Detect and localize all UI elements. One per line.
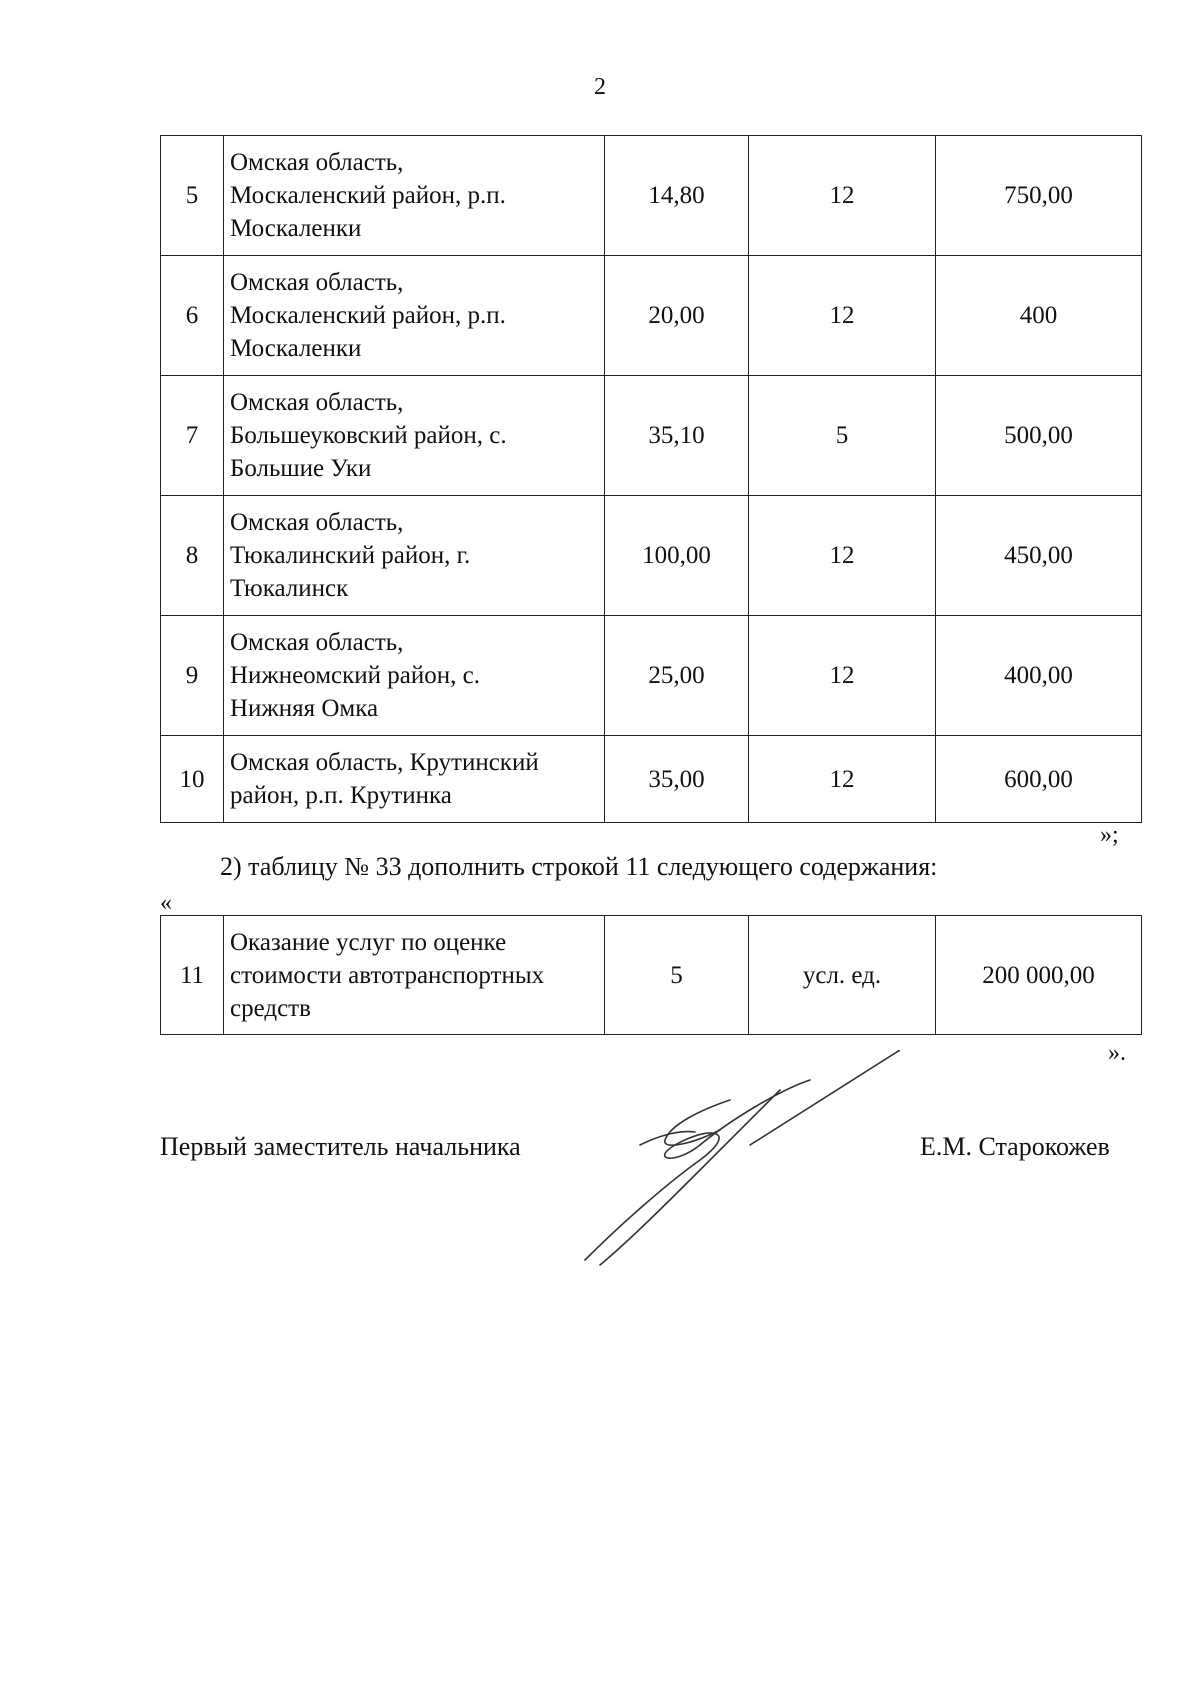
signatory-name: Е.М. Старокожев — [920, 1132, 1110, 1161]
row-value-3: 200 000,00 — [936, 916, 1142, 1035]
main-table — [160, 135, 1142, 823]
address-line: Омская область, — [230, 269, 404, 296]
row-value-3: 400,00 — [936, 616, 1142, 736]
addition-table — [160, 915, 1142, 1035]
row-address — [224, 736, 605, 823]
row-value-2: 12 — [749, 256, 936, 376]
row-value-1: 5 — [605, 916, 749, 1035]
row-number: 11 — [161, 916, 224, 1035]
row-number: 10 — [161, 736, 224, 823]
address-line: Большеуковский район, с. — [230, 422, 507, 449]
row-value-1: 35,10 — [605, 376, 749, 496]
description-line: средств — [230, 994, 311, 1022]
page-number: 2 — [594, 74, 606, 100]
table-row — [161, 616, 1142, 736]
row-address — [224, 616, 605, 736]
address-line: Нижняя Омка — [230, 695, 379, 722]
address-line: Омская область, — [230, 509, 404, 536]
table-row — [161, 916, 1142, 1035]
description-line: Оказание услуг по оценке — [230, 928, 507, 956]
row-value-1: 20,00 — [605, 256, 749, 376]
row-value-2: 12 — [749, 616, 936, 736]
instruction-text: 2) таблицу № 33 дополнить строкой 11 следующего содержания: — [220, 852, 938, 881]
row-value-1: 25,00 — [605, 616, 749, 736]
row-value-1: 35,00 — [605, 736, 749, 823]
address-line: Москаленки — [230, 335, 362, 362]
closing-quote: ». — [1108, 1040, 1126, 1066]
address-line: Омская область, Крутинский — [230, 749, 539, 776]
address-line: Нижнеомский район, с. — [230, 662, 480, 689]
row-value-1: 100,00 — [605, 496, 749, 616]
address-line: Омская область, — [230, 629, 404, 656]
address-line: Большие Уки — [230, 455, 372, 482]
table-row — [161, 256, 1142, 376]
row-value-3: 400 — [936, 256, 1142, 376]
row-address — [224, 376, 605, 496]
row-number: 6 — [161, 256, 224, 376]
row-number: 8 — [161, 496, 224, 616]
signatory-title: Первый заместитель начальника — [160, 1132, 521, 1161]
address-line: Москаленский район, р.п. — [230, 302, 506, 329]
address-line: Омская область, — [230, 389, 404, 416]
row-value-2: 12 — [749, 496, 936, 616]
row-value-3: 600,00 — [936, 736, 1142, 823]
row-value-2: 5 — [749, 376, 936, 496]
address-line: Москаленский район, р.п. — [230, 182, 506, 209]
row-value-3: 750,00 — [936, 136, 1142, 256]
row-address — [224, 256, 605, 376]
row-value-3: 500,00 — [936, 376, 1142, 496]
address-line: район, р.п. Крутинка — [230, 782, 452, 809]
row-value-1: 14,80 — [605, 136, 749, 256]
table-row — [161, 736, 1142, 823]
row-address — [224, 136, 605, 256]
row-number: 7 — [161, 376, 224, 496]
table-row — [161, 136, 1142, 256]
description-line: стоимости автотранспортных — [230, 961, 545, 989]
closing-quote: »; — [1100, 822, 1119, 848]
signature-image — [580, 1050, 900, 1270]
row-value-2: усл. ед. — [749, 916, 936, 1035]
row-number: 5 — [161, 136, 224, 256]
row-value-2: 12 — [749, 136, 936, 256]
row-description — [224, 916, 605, 1035]
address-line: Тюкалинск — [230, 575, 349, 602]
address-line: Москаленки — [230, 215, 362, 242]
row-number: 9 — [161, 616, 224, 736]
address-line: Омская область, — [230, 149, 404, 176]
row-address — [224, 496, 605, 616]
opening-quote: « — [160, 890, 172, 916]
table-row — [161, 376, 1142, 496]
row-value-3: 450,00 — [936, 496, 1142, 616]
row-value-2: 12 — [749, 736, 936, 823]
address-line: Тюкалинский район, г. — [230, 542, 471, 569]
table-row — [161, 496, 1142, 616]
